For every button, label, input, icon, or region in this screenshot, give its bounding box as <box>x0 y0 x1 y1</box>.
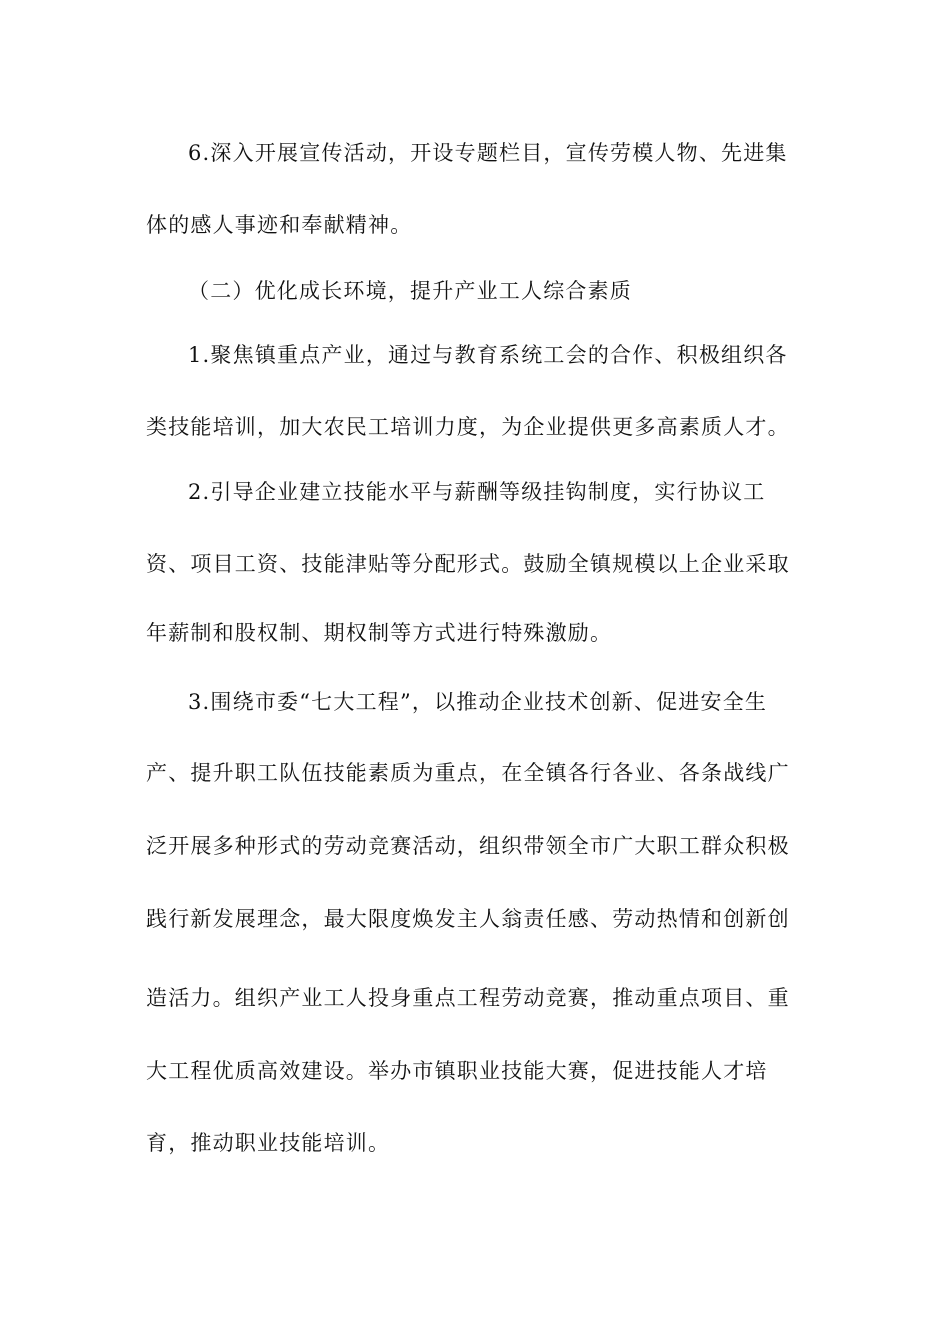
paragraph-3-line-7: 育，推动职业技能培训。 <box>146 1131 391 1155</box>
paragraph-3-line-3: 泛开展多种形式的劳动竞赛活动，组织带领全市广大职工群众积极 <box>146 834 790 858</box>
paragraph-3-line-4: 践行新发展理念，最大限度焕发主人翁责任感、劳动热情和创新创 <box>146 907 790 931</box>
section-heading-2: （二）优化成长环境，提升产业工人综合素质 <box>188 279 632 303</box>
paragraph-3-line-6: 大工程优质高效建设。举办市镇职业技能大赛，促进技能人才培 <box>146 1059 768 1083</box>
paragraph-1-line-1: 1.聚焦镇重点产业，通过与教育系统工会的合作、积极组织各 <box>188 343 788 367</box>
paragraph-3-line-2: 产、提升职工队伍技能素质为重点，在全镇各行各业、各条战线广 <box>146 761 790 785</box>
paragraph-1-line-2: 类技能培训，加大农民工培训力度，为企业提供更多高素质人才。 <box>146 415 790 439</box>
paragraph-3-line-1: 3.围绕市委“七大工程”，以推动企业技术创新、促进安全生 <box>188 690 768 714</box>
paragraph-3-line-5: 造活力。组织产业工人投身重点工程劳动竞赛，推动重点项目、重 <box>146 986 790 1010</box>
paragraph-6-line-1: 6.深入开展宣传活动，开设专题栏目，宣传劳模人物、先进集 <box>188 141 788 165</box>
paragraph-6-line-2: 体的感人事迹和奉献精神。 <box>146 213 413 237</box>
paragraph-2-line-1: 2.引导企业建立技能水平与薪酬等级挂钩制度，实行协议工 <box>188 480 766 504</box>
paragraph-2-line-3: 年薪制和股权制、期权制等方式进行特殊激励。 <box>146 621 613 645</box>
paragraph-2-line-2: 资、项目工资、技能津贴等分配形式。鼓励全镇规模以上企业采取 <box>146 552 790 576</box>
